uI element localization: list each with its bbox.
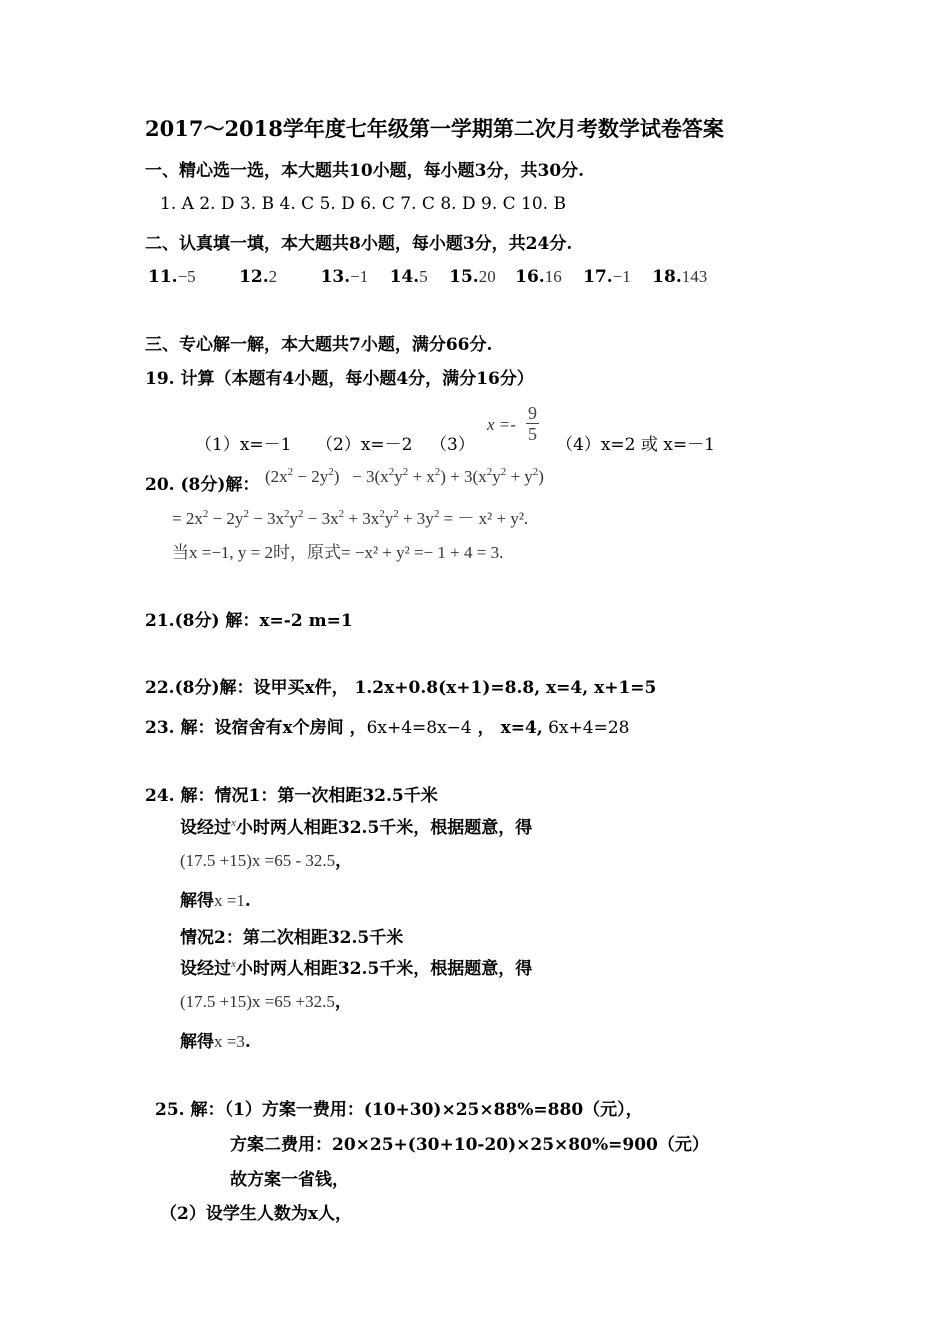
page-title: 2017～2018学年度七年级第一学期第二次月考数学试卷答案 xyxy=(145,116,724,141)
q19-p2: （2）x=－2 xyxy=(316,435,413,455)
fill-val: 143 xyxy=(681,267,708,286)
q20-expression: $(2x^2 - 2y^2) - 3(x^2y^2 + x^2) + 3(x^2y^2 + y^2)$ xyxy=(265,466,544,486)
mc-answer: 9. C xyxy=(481,194,516,214)
q24-case1-setup xyxy=(180,817,532,839)
fill-num: 16. xyxy=(515,267,545,287)
q24-case2-setup xyxy=(180,958,532,980)
q22-answer: 22.(8分)解：设甲买x件， 1.2x+0.8(x+1)=8.8, x=4, x+1=5 xyxy=(145,678,657,698)
mc-answer: 7. C xyxy=(400,194,435,214)
fill-val: 16 xyxy=(544,267,562,286)
mc-answer: 5. D xyxy=(319,194,355,214)
fraction-denominator: 5 xyxy=(528,424,537,444)
q24-setup-text: 设经过 xyxy=(180,818,231,838)
q23-eq1: 6x+4=8x−4 xyxy=(366,718,472,738)
q25-line2: 方案二费用：20×25+(30+10-20)×25×80%=900（元） xyxy=(230,1135,709,1155)
period: . xyxy=(244,891,251,911)
q24-setup-text: 小时两人相距32.5千米，根据题意，得 xyxy=(235,818,533,838)
q25-line1: 25. 解：（1）方案一费用：(10+30)×25×88%=880（元）， xyxy=(155,1100,643,1120)
q24-case2-solution xyxy=(180,1031,251,1053)
mc-answer: 3. B xyxy=(239,194,275,214)
q25-line3: 故方案一省钱， xyxy=(230,1170,349,1190)
q20-mid: 时，原式 xyxy=(273,543,342,562)
q23-x: x=4, xyxy=(494,718,543,738)
q20-condition: x =−1, y = 2 xyxy=(189,543,274,562)
q24-solve-text: 解得 xyxy=(180,1032,214,1052)
mc-answer: 10. B xyxy=(521,194,566,214)
section-2-heading: 二、认真填一填，本大题共8小题，每小题3分，共24分. xyxy=(145,234,573,254)
fill-val: −5 xyxy=(177,267,196,286)
section-3-heading: 三、专心解一解，本大题共7小题，满分66分. xyxy=(145,335,493,355)
q19-p3-lhs: x =- xyxy=(487,415,516,434)
fill-num: 11. xyxy=(148,267,178,287)
fill-num: 17. xyxy=(583,267,613,287)
comma: ， xyxy=(334,992,352,1011)
q23-label: 23. 解：设宿舍有x个房间 ， xyxy=(145,718,367,738)
q24-equation: (17.5 +15)x =65 - 32.5 xyxy=(180,851,336,870)
q24-solution: x =1 xyxy=(214,891,245,910)
q24-var-x: x xyxy=(231,817,236,829)
q24-case1-equation xyxy=(180,850,352,872)
fill-val: 5 xyxy=(419,267,428,286)
q20-value: = −x² + y² =− 1 + 4 = 3. xyxy=(341,543,504,562)
q23-eq2: 6x+4=28 xyxy=(542,718,630,738)
section-2-answers xyxy=(148,266,707,288)
period: . xyxy=(244,1032,251,1052)
fill-num: 18. xyxy=(652,267,682,287)
q24-setup-text: 小时两人相距32.5千米，根据题意，得 xyxy=(235,959,533,979)
fill-num: 12. xyxy=(239,267,269,287)
fill-val: 2 xyxy=(268,267,278,286)
q24-var-x: x xyxy=(231,958,236,970)
q19-p3: （3） xyxy=(430,435,475,455)
mc-answer: 2. D xyxy=(199,194,235,214)
fill-val: −1 xyxy=(350,267,369,286)
section-1-heading: 一、精心选一选，本大题共10小题，每小题3分，共30分. xyxy=(145,161,585,181)
q24-setup-text: 设经过 xyxy=(180,959,231,979)
fill-num: 15. xyxy=(449,267,479,287)
q23-sep: ， xyxy=(471,718,495,738)
section-1-answers xyxy=(160,193,566,215)
q20-evaluate xyxy=(172,542,503,564)
q24-solve-text: 解得 xyxy=(180,891,214,911)
q19-p1: （1）x=－1 xyxy=(195,435,292,455)
mc-answer: 1. A xyxy=(160,194,194,214)
fill-num: 13. xyxy=(320,267,351,287)
mc-answer: 8. D xyxy=(440,194,476,214)
q24-case2-equation xyxy=(180,991,352,1013)
q21-answer: 21.(8分) 解：x=-2 m=1 xyxy=(145,611,353,631)
q23-answer xyxy=(145,717,629,739)
q20-simplify: = $2x^2 - 2y^2 - 3x^2y^2 - 3x^2 + 3x^2y^2 + 3y^2$ = － x² + y². xyxy=(172,508,529,528)
q19-p3-fraction xyxy=(526,403,539,444)
q24-case2-heading: 情况2：第二次相距32.5千米 xyxy=(180,928,404,948)
fill-num: 14. xyxy=(389,267,420,287)
q19-heading: 19. 计算（本题有4小题，每小题4分，满分16分） xyxy=(145,369,534,389)
q25-line4: （2）设学生人数为x人， xyxy=(160,1204,352,1224)
mc-answer: 6. C xyxy=(360,194,395,214)
q20-result: － x² + y². xyxy=(457,509,529,528)
q20-label: 20. (8分)解： xyxy=(145,475,260,495)
q24-equation: (17.5 +15)x =65 +32.5 xyxy=(180,992,335,1011)
q24-case1-heading: 24. 解：情况1：第一次相距32.5千米 xyxy=(145,786,438,806)
q20-when: 当 xyxy=(172,543,189,562)
comma: ， xyxy=(335,851,353,870)
mc-answer: 4. C xyxy=(279,194,315,214)
q24-case1-solution xyxy=(180,890,251,912)
fill-val: 20 xyxy=(478,267,496,286)
fraction-numerator: 9 xyxy=(528,403,537,423)
fill-val: −1 xyxy=(612,267,631,286)
q19-p4: （4）x=2 或 x=－1 xyxy=(556,435,715,455)
q24-solution: x =3 xyxy=(214,1032,245,1051)
